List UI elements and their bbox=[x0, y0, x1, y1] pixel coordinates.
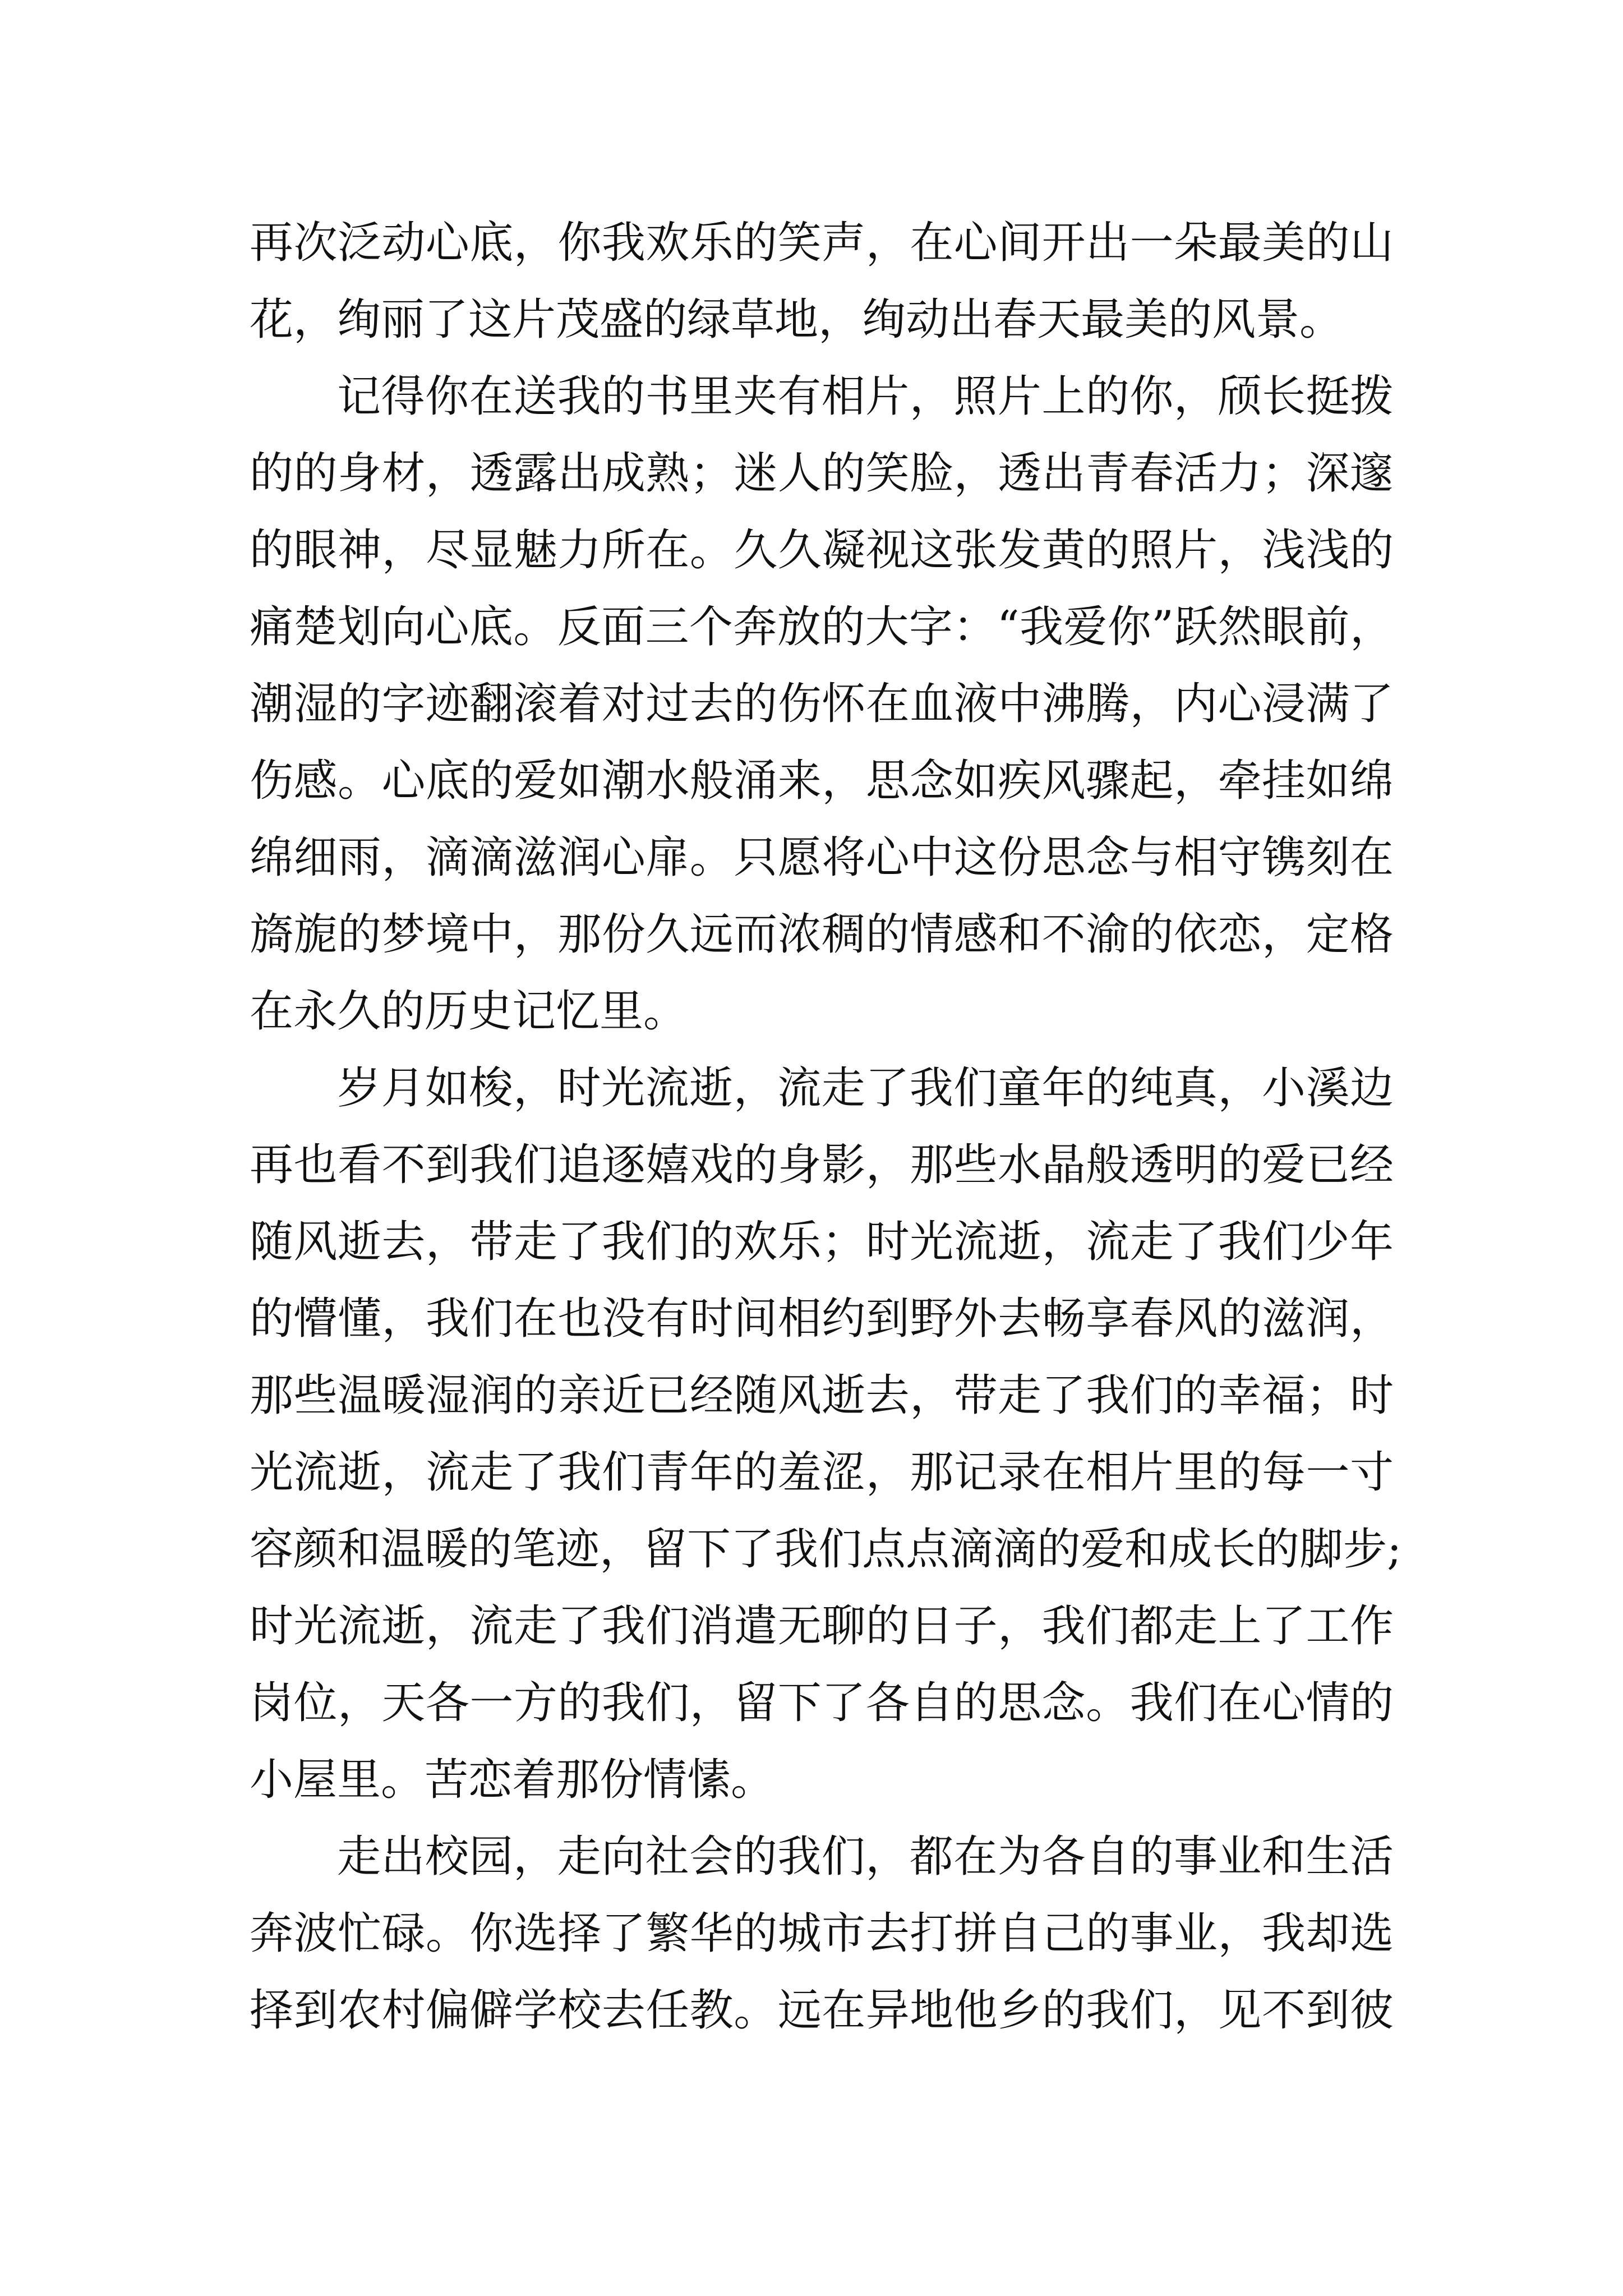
text-line: 再次泛动心底，你我欢乐的笑声，在心间开出一朵最美的山 bbox=[250, 218, 1394, 268]
text-line: 小屋里。苦恋着那份情愫。 bbox=[250, 1755, 775, 1805]
text-line: 的的身材，透露出成熟；迷人的笑脸，透出青春活力；深邃 bbox=[250, 448, 1394, 499]
text-line: 择到农村偏僻学校去任教。远在异地他乡的我们，见不到彼 bbox=[250, 1985, 1394, 2036]
text-line: 潮湿的字迹翻滚着对过去的伤怀在血液中沸腾，内心浸满了 bbox=[250, 679, 1394, 729]
text-line: 再也看不到我们追逐嬉戏的身影，那些水晶般透明的爱已经 bbox=[250, 1140, 1394, 1190]
text-line: 时光流逝，流走了我们消遣无聊的日子，我们都走上了工作 bbox=[250, 1601, 1394, 1651]
text-line: 随风逝去，带走了我们的欢乐；时光流逝，流走了我们少年 bbox=[250, 1217, 1394, 1267]
text-line: 那些温暖湿润的亲近已经随风逝去，带走了我们的幸福；时 bbox=[250, 1370, 1394, 1421]
text-line: 记得你在送我的书里夹有相片，照片上的你，颀长挺拨 bbox=[337, 371, 1394, 422]
text-line: 岗位，天各一方的我们，留下了各自的思念。我们在心情的 bbox=[250, 1678, 1394, 1728]
text-line: 花，绚丽了这片茂盛的绿草地，绚动出春天最美的风景。 bbox=[250, 295, 1344, 345]
text-line: 容颜和温暖的笔迹，留下了我们点点滴滴的爱和成长的脚步; bbox=[250, 1524, 1402, 1575]
text-line: 岁月如梭，时光流逝，流走了我们童年的纯真，小溪边 bbox=[337, 1063, 1394, 1114]
text-line: 痛楚划向心底。反面三个奔放的大字：“我爱你”跃然眼前， bbox=[250, 602, 1394, 652]
text-line: 旖旎的梦境中，那份久远而浓稠的情感和不渝的依恋，定格 bbox=[250, 909, 1394, 960]
text-line: 奔波忙碌。你选择了繁华的城市去打拼自己的事业，我却选 bbox=[250, 1908, 1394, 1959]
text-line: 走出校园，走向社会的我们，都在为各自的事业和生活 bbox=[337, 1832, 1394, 1882]
text-line: 光流逝，流走了我们青年的羞涩，那记录在相片里的每一寸 bbox=[250, 1447, 1394, 1498]
text-line: 绵细雨，滴滴滋润心扉。只愿将心中这份思念与相守镌刻在 bbox=[250, 832, 1394, 883]
text-line: 的眼神，尽显魅力所在。久久凝视这张发黄的照片，浅浅的 bbox=[250, 525, 1394, 576]
text-line: 伤感。心底的爱如潮水般涌来，思念如疾风骤起，牵挂如绵 bbox=[250, 756, 1394, 806]
text-line: 在永久的历史记忆里。 bbox=[250, 986, 688, 1037]
text-line: 的懵懂，我们在也没有时间相约到野外去畅享春风的滋润， bbox=[250, 1294, 1394, 1344]
body-text bbox=[250, 205, 1402, 2049]
